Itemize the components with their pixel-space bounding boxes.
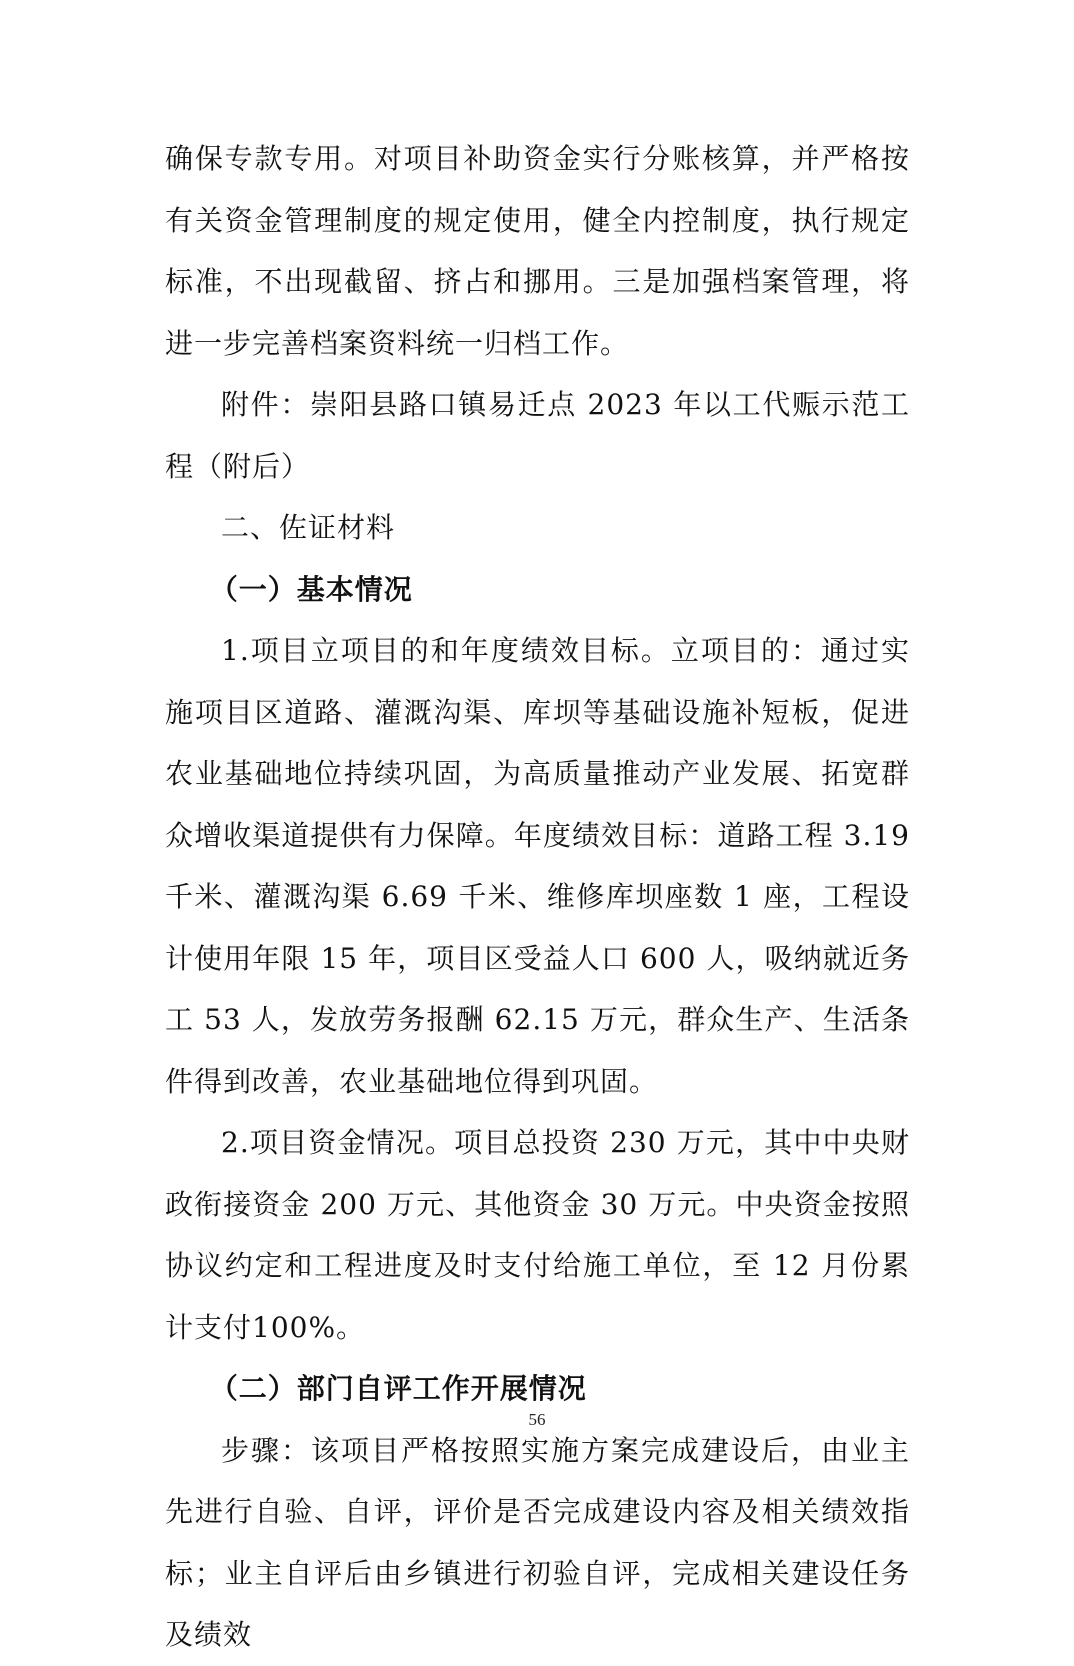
subsection-heading-basic-info: （一）基本情况 [209, 572, 413, 606]
section-heading-evidence: 二、佐证材料 [221, 511, 396, 544]
paragraph-evaluation-steps: 步骤：该项目严格按照实施方案完成建设后，由业主先进行自验、自评，评价是否完成建设内容及相关绩效指标；业主自评后由乡镇进行初验自评，完成相关建设任务及绩效 [165, 1433, 910, 1651]
paragraph-attachment: 附件：崇阳县路口镇易迁点 2023 年以工代赈示范工程（附后） [165, 388, 910, 483]
page-number: 56 [528, 1410, 546, 1429]
paragraph-project-funds: 2.项目资金情况。项目总投资 230 万元，其中中央财政衔接资金 200 万元、其他资金 30 万元。中央资金按照协议约定和工程进度及时支付给施工单位，至 12 月份累计支付100%。 [165, 1126, 910, 1344]
document-body [165, 128, 910, 1666]
subsection-heading-self-evaluation: （二）部门自评工作开展情况 [209, 1372, 587, 1405]
paragraph-fund-usage: 确保专款专用。对项目补助资金实行分账核算，并严格按有关资金管理制度的规定使用，健全内控制度，执行规定标准，不出现截留、挤占和挪用。三是加强档案管理，将进一步完善档案资料统一归档工作。 [165, 142, 910, 360]
paragraph-project-goals: 1.项目立项目的和年度绩效目标。立项目的：通过实施项目区道路、灌溉沟渠、库坝等基础设施补短板，促进农业基础地位持续巩固，为高质量推动产业发展、拓宽群众增收渠道提供有力保障。年度绩效目标：道路工程 3.19 千米、灌溉沟渠 6.69 千米、维修库坝座数 1 座，工程设计使用年限 15 年，项目区受益人口 600 人，吸纳就近务工 53 人，发放劳务报酬 62.15 万元，群众生产、生活条件得到改善，农业基础地位得到巩固。 [165, 634, 910, 1098]
